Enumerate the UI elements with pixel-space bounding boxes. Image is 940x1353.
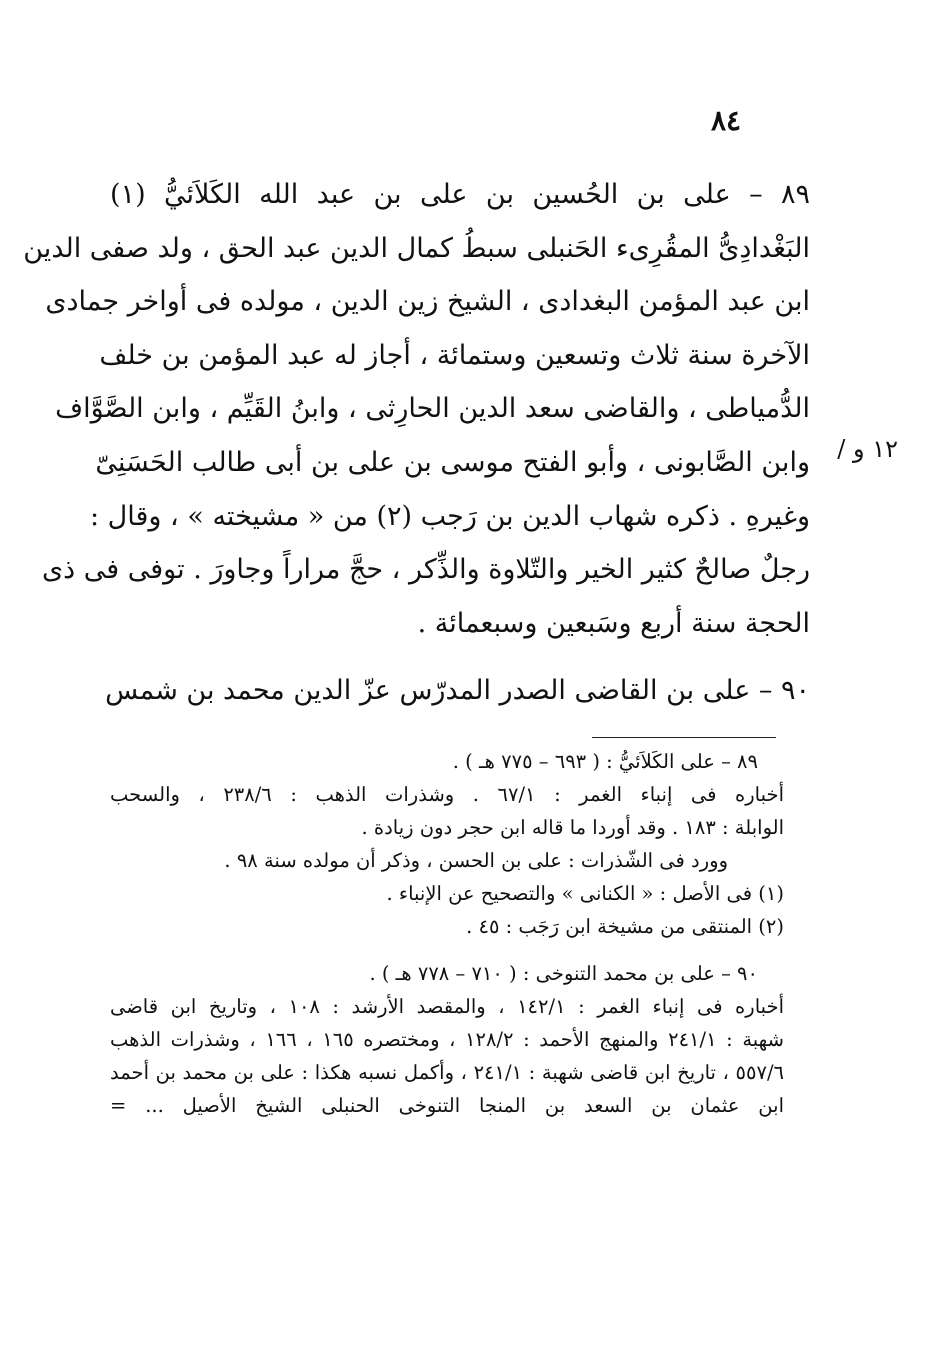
main-text (23, 168, 810, 718)
margin-folio-note: ١٢ و / (837, 435, 898, 463)
entry-89-line-3: ابن عبد المؤمن البغدادى ، الشيخ زين الدين ، مولده فى أواخر جمادى (45, 286, 810, 318)
entry-89-line-6: وابن الصَّابونى ، وأبو الفتح موسى بن على بن أبى طالب الحَسَنِىّ (95, 446, 810, 478)
entry-89-line-5: الدُّمياطى ، والقاضى سعد الدين الحارِثى ، وابنُ القَيِّم ، وابن الصَّوَّاف (55, 393, 810, 425)
note-89-line-2: الوابلة : ١٨٣ . وقد أوردا ما قاله ابن حجر دون زيادة . (361, 816, 784, 839)
entry-89-line-8: رجلٌ صالحٌ كثير الخير والتّلاوة والذِّكر ، حجَّ مراراً وجاورَ . توفى فى ذى (42, 554, 810, 586)
entry-89-line-9: الحجة سنة أربع وسَبعين وسبعمائة . (417, 607, 810, 639)
page-number: ٨٤ (710, 104, 742, 137)
note-90-line-3: ٥٥٧/٦ ، تاريخ ابن قاضى شهبة : ٢٤١/١ ، وأكمل نسبه هكذا : على بن محمد بن أحمد (110, 1061, 784, 1084)
note-90-line-1: أخباره فى إنباء الغمر : ١٤٢/١ ، والمقصد الأرشد : ١٠٨ ، وتاريخ ابن قاضى (110, 995, 784, 1018)
entry-89-line-7: وغيرهِ . ذكره شهاب الدين بن رَجب (٢) من « مشيخته » ، وقال : (90, 500, 810, 532)
note-90-line-4: ابن عثمان بن السعد بن المنجا التنوخى الحنبلى الشيخ الأصيل ... = (110, 1094, 784, 1117)
footnote-2: (٢) المنتقى من مشيخة ابن رَجَب : ٤٥ . (466, 915, 784, 938)
entry-89-line-4: الآخرة سنة ثلاث وتسعين وستمائة ، أجاز له عبد المؤمن بن خلف (99, 339, 810, 371)
footnote-divider (592, 737, 776, 738)
footnotes (110, 745, 784, 1122)
entry-89-line-1: ٨٩ – على بن الحُسين بن على بن عبد الله الكَلاَئيُّ (١) (110, 179, 810, 210)
note-89-line-1: أخباره فى إنباء الغمر : ٦٧/١ . وشذرات الذهب : ٢٣٨/٦ ، والسحب (110, 783, 784, 806)
entry-90-line-1: ٩٠ – على بن القاضى الصدر المدرّس عزّ الدين محمد بن شمس (105, 675, 810, 707)
note-90-heading: ٩٠ – على بن محمد التنوخى : ( ٧١٠ – ٧٧٨ هـ ) . (369, 962, 758, 985)
note-89-heading: ٨٩ – على الكَلاَئيُّ : ( ٦٩٣ – ٧٧٥ هـ ) . (452, 750, 758, 773)
note-89-line-3: وورد فى الشّذرات : على بن الحسن ، وذكر أن مولده سنة ٩٨ . (224, 849, 728, 872)
footnote-1: (١) فى الأصل : « الكنانى » والتصحيح عن الإنباء . (386, 882, 784, 905)
entry-89-line-2: البَغْدادِىُّ المقُرِىء الحَنبلى سبطُ كمال الدين عبد الحق ، ولد صفى الدين (23, 232, 810, 264)
note-90-line-2: شهبة : ٢٤١/١ والمنهج الأحمد : ١٢٨/٢ ، ومختصره ١٦٥ ، ١٦٦ ، وشذرات الذهب (110, 1028, 785, 1051)
